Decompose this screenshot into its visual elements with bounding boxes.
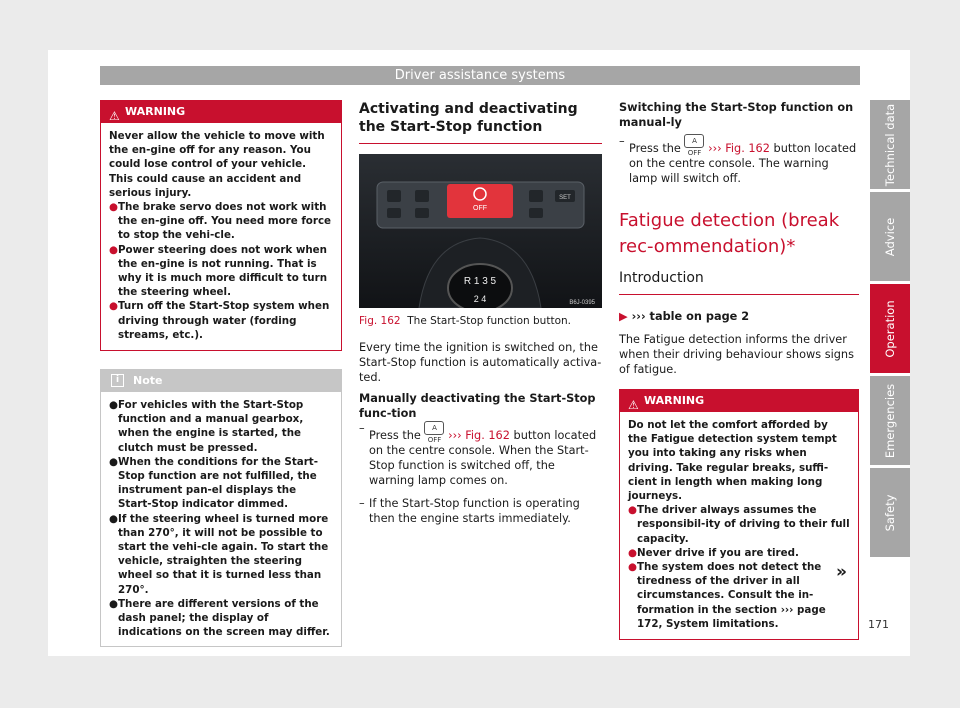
tab-advice[interactable]: Advice xyxy=(870,192,910,281)
bullet-dot-icon: ● xyxy=(628,546,637,559)
gear-top-label: R 1 3 5 xyxy=(463,276,497,287)
warning-body xyxy=(101,123,341,350)
warning-header xyxy=(620,390,858,412)
paragraph: Every time the ignition is switched on, the Start-Stop function is automatically activa-ted. xyxy=(359,341,602,384)
warning-bullet: ● The driver always assumes the responsibil-ity of driving to their full capacity. xyxy=(628,504,850,545)
step-item: – Press the A OFF ››› Fig. 162 button located on the centre console. The warning lamp will switch off. xyxy=(619,135,857,185)
bullet-dot-icon: ● xyxy=(109,243,118,256)
note-title: Note xyxy=(133,374,163,388)
warning-bullet: ● The system does not detect the tiredness of the driver in all circumstances. Consult the in-formation in the section ››› page 172, System limitations. xyxy=(628,561,826,630)
left-column xyxy=(100,100,342,647)
tab-safety[interactable]: Safety xyxy=(870,468,910,557)
figure-code: B6J-0395 xyxy=(569,300,595,306)
table-reference[interactable]: ▶ ››› table on page 2 xyxy=(619,310,750,323)
tab-emergencies[interactable]: Emergencies xyxy=(870,376,910,465)
start-stop-key-icon: A OFF xyxy=(684,134,704,148)
warning-box xyxy=(619,389,859,640)
page-number: 171 xyxy=(868,618,889,631)
bullet-dot-icon: ● xyxy=(109,201,118,214)
gear-bottom-label: 2 4 xyxy=(473,294,487,304)
note-header xyxy=(101,370,341,392)
warning-triangle-icon: ⚠ xyxy=(109,109,120,123)
note-bullet: ● If the steering wheel is turned more than 270°, it will not be possible to start the vehi-cle again. To start the vehicle, straighten the steering wheel so that it is turned less than 270°. xyxy=(109,512,329,596)
tab-technical-data[interactable]: Technical data xyxy=(870,100,910,189)
figure-link[interactable]: ››› Fig. 162 xyxy=(708,142,770,155)
step-item: – If the Start-Stop function is operating then the engine starts immediately. xyxy=(359,497,580,525)
bullet-dot-icon: ● xyxy=(109,512,118,525)
start-stop-key-icon: A OFF xyxy=(424,421,444,435)
bullet-dot-icon: ● xyxy=(628,561,637,574)
bullet-dot-icon: ● xyxy=(109,399,118,412)
warning-header xyxy=(101,101,341,123)
step-item: – Press the A OFF ››› Fig. 162 button located on the centre console. When the Start-Stop function is switched off, the warning lamp comes on. xyxy=(359,422,597,487)
page-link[interactable]: ››› page 172, System limitations. xyxy=(637,603,826,630)
note-bullet: ● For vehicles with the Start-Stop function and a manual gearbox, when the engine is started, the clutch must be pressed. xyxy=(109,399,304,454)
warning-intro: Never allow the vehicle to move with the en-gine off for any reason. You could lose control of your vehicle. This could cause an accident and serious injury. xyxy=(109,130,325,199)
warning-bullet: ● Power steering does not work when the en-gine is not running. That is why it is much more difficult to turn the steering wheel. xyxy=(109,243,328,299)
bullet-dot-icon: ● xyxy=(109,455,118,468)
right-column xyxy=(619,100,859,640)
subheading: Manually deactivating the Start-Stop func-tion xyxy=(359,392,596,420)
set-button-label: SET xyxy=(559,195,571,201)
video-icon: ▶ xyxy=(619,310,628,323)
off-button-label: OFF xyxy=(473,205,487,212)
warning-triangle-icon: ⚠ xyxy=(628,398,639,412)
warning-title: WARNING xyxy=(644,394,705,407)
note-body xyxy=(101,392,341,645)
chapter-heading: Fatigue detection (break rec-ommendation)* xyxy=(619,210,840,257)
page-header: Driver assistance systems xyxy=(100,66,860,85)
console-illustration xyxy=(359,154,602,308)
caption-text: The Start-Stop function button. xyxy=(407,315,571,327)
tab-operation[interactable]: Operation xyxy=(870,284,910,373)
warning-bullet: ● Never drive if you are tired. xyxy=(628,546,799,559)
warning-bullet: ● Turn off the Start-Stop system when driving through water (fording streams, etc.). xyxy=(109,300,330,341)
chapter-tabs xyxy=(870,100,910,560)
warning-title: WARNING xyxy=(125,105,186,118)
info-icon: i xyxy=(111,374,124,387)
bullet-dot-icon: ● xyxy=(109,300,118,313)
figure-link[interactable]: ››› Fig. 162 xyxy=(448,429,510,442)
warning-bullet: ● The brake servo does not work with the en-gine off. You need more force to stop the vehi-cle. xyxy=(109,201,332,242)
bullet-dot-icon: ● xyxy=(109,597,118,610)
warning-intro: Do not let the comfort afforded by the Fatigue detection system tempt you into taking any risks when driving. Take regular breaks, suffi-cient in length when making long journeys. xyxy=(628,419,837,503)
section-subheading: Introduction xyxy=(619,268,859,295)
subheading: Switching the Start-Stop function on manual-ly xyxy=(619,101,854,129)
caption-number: Fig. 162 xyxy=(359,315,401,327)
warning-box xyxy=(100,100,342,351)
note-box xyxy=(100,369,342,646)
paragraph: The Fatigue detection informs the driver when their driving behaviour shows signs of fatigue. xyxy=(619,333,854,376)
continue-mark: » xyxy=(836,562,847,582)
figure-caption xyxy=(359,314,602,328)
section-heading: Activating and deactivating the Start-Stop function xyxy=(359,100,602,144)
middle-column xyxy=(359,100,602,526)
bullet-dot-icon: ● xyxy=(628,504,637,517)
note-bullet: ● When the conditions for the Start-Stop function are not fulfilled, the instrument pan-el displays the Start-Stop indicator dimmed. xyxy=(109,455,318,511)
warning-body xyxy=(620,412,858,639)
note-bullet: ● There are different versions of the dash panel; the display of indications on the screen may differ. xyxy=(109,597,330,639)
figure-console-photo xyxy=(359,154,602,308)
